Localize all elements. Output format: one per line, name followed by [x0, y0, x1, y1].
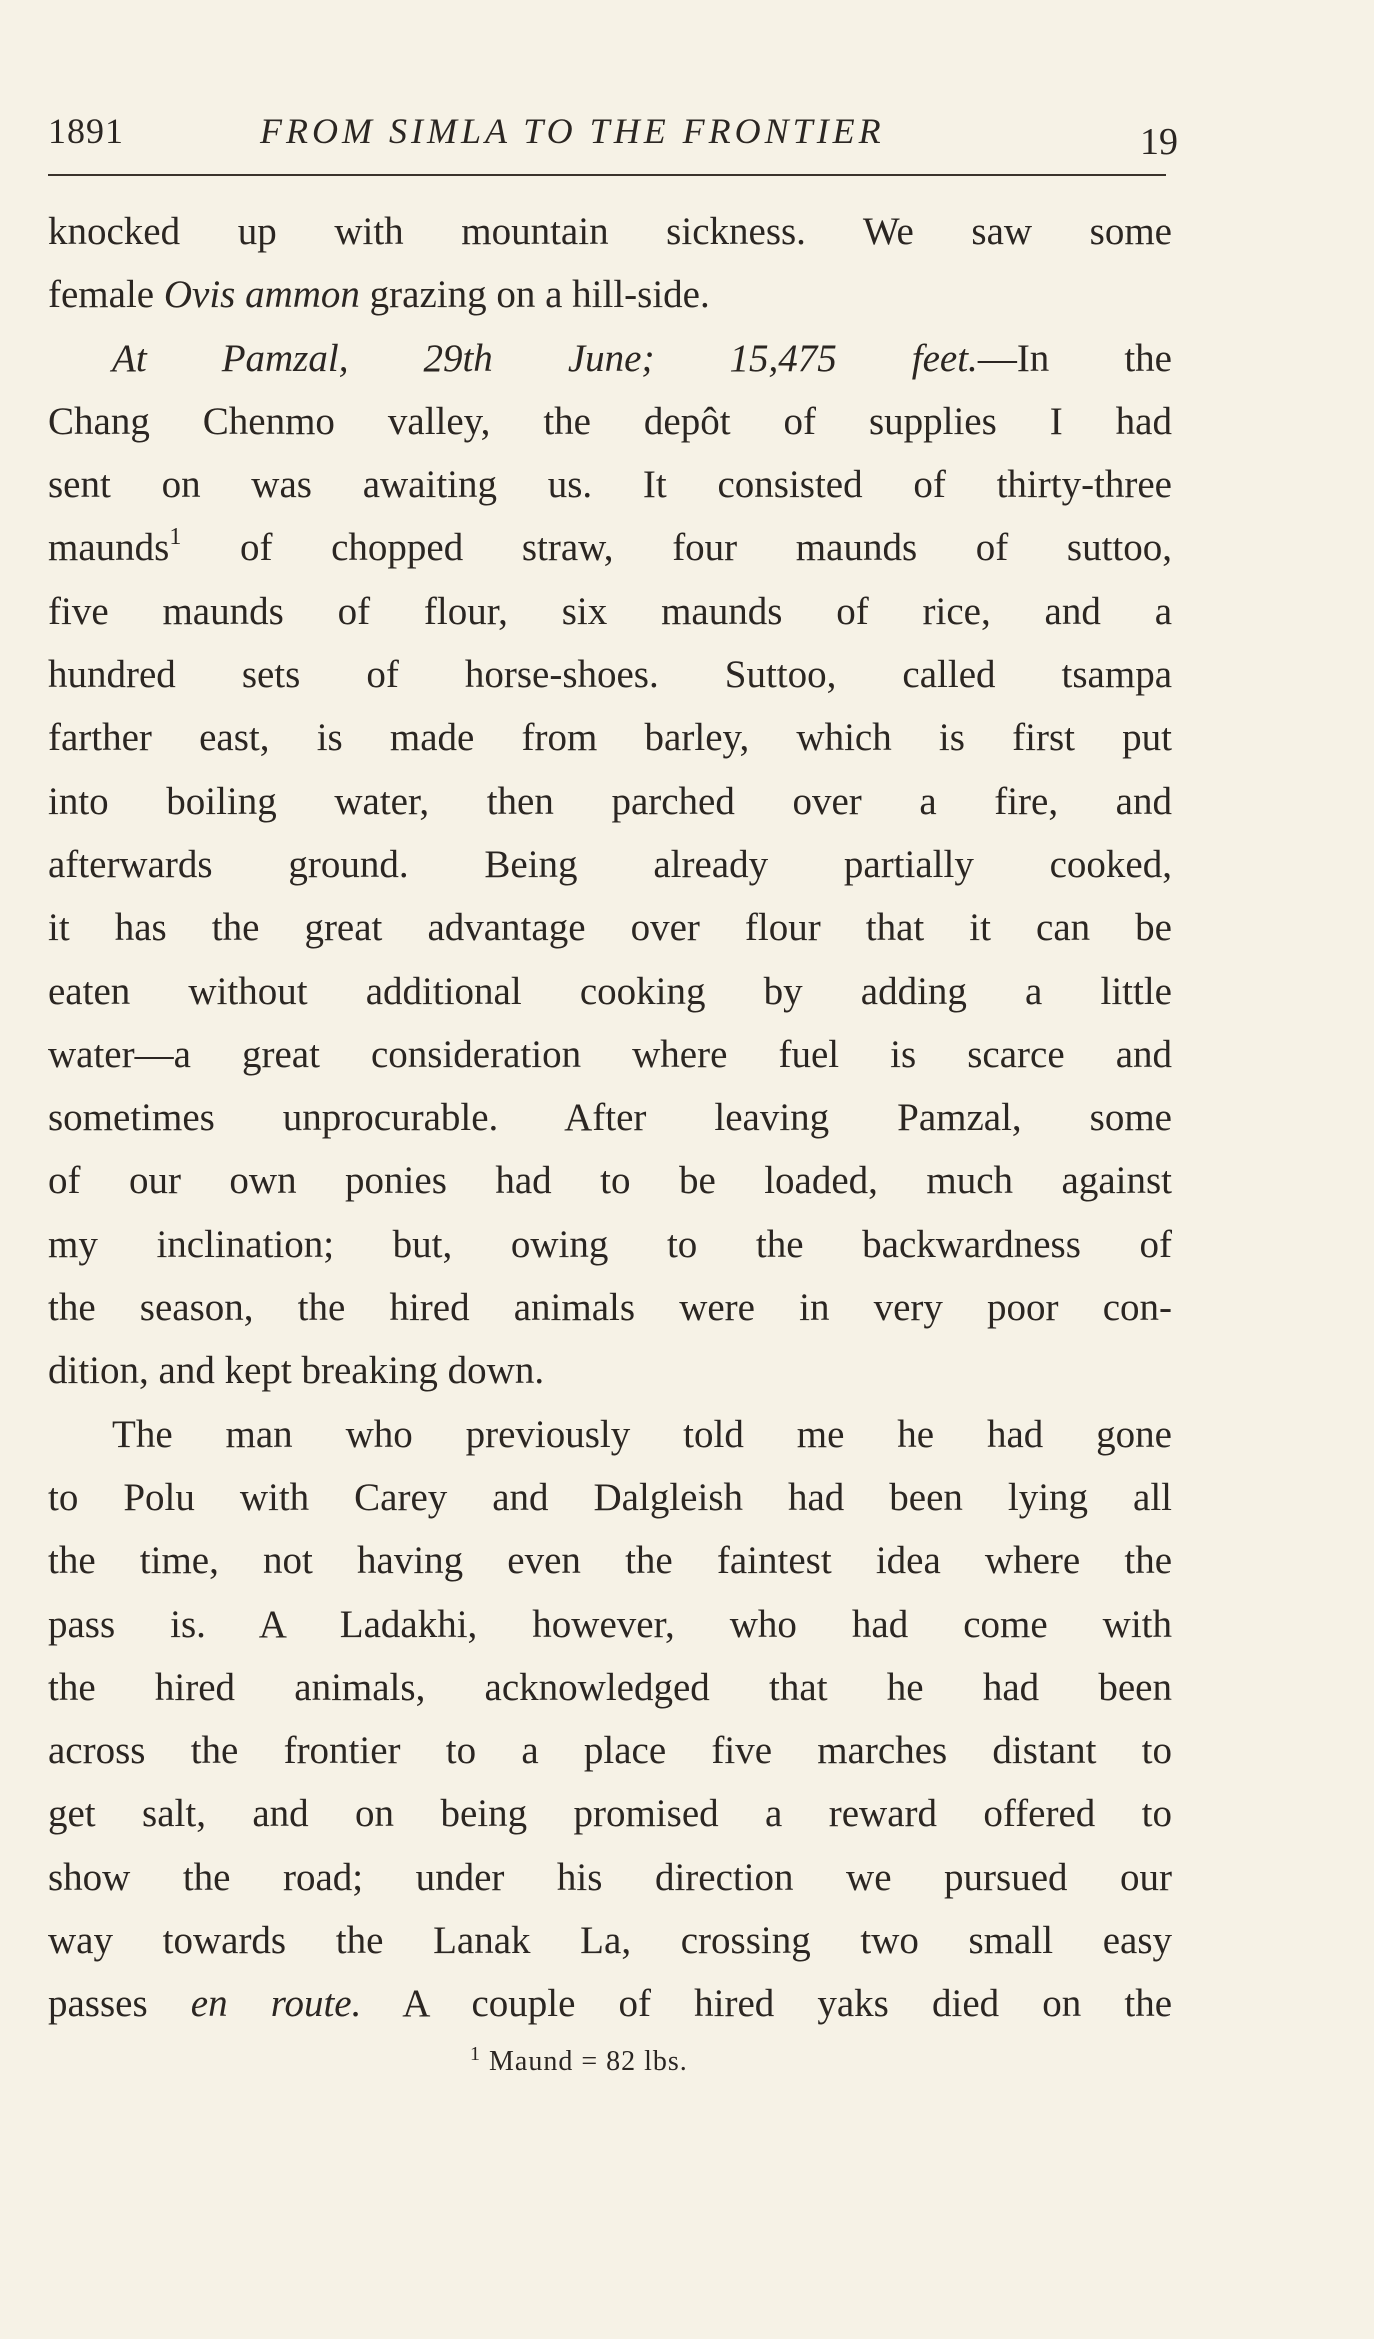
body-text	[48, 200, 1172, 2036]
text-span: of chopped straw, four maunds of suttoo,	[181, 526, 1172, 570]
text-line: dition, and kept breaking down.	[48, 1349, 545, 1393]
text-line: the time, not having even the faintest idea where the	[48, 1539, 1172, 1583]
text-span: passes	[48, 1982, 191, 2026]
header-rule	[48, 174, 1166, 176]
text-line: it has the great advantage over flour that it can be	[48, 906, 1172, 950]
text-line: across the frontier to a place five marches distant to	[48, 1729, 1172, 1773]
footnote-marker: 1	[470, 2043, 481, 2065]
text-line: into boiling water, then parched over a fire, and	[48, 779, 1172, 823]
text-span: grazing on a hill-side.	[359, 273, 710, 317]
text-line: Chang Chenmo valley, the depôt of supplies I had	[48, 399, 1172, 443]
text-line: pass is. A Ladakhi, however, who had come with	[48, 1602, 1172, 1646]
text-line: get salt, and on being promised a reward offered to	[48, 1792, 1172, 1836]
text-line: water—a great consideration where fuel is scarce and	[48, 1032, 1172, 1076]
text-span: female	[48, 273, 164, 317]
header-title: FROM SIMLA TO THE FRONTIER	[260, 111, 885, 151]
text-span: —In the	[977, 336, 1172, 380]
text-line: afterwards ground. Being already partially cooked,	[48, 842, 1172, 886]
text-line: show the road; under his direction we pursued our	[48, 1855, 1172, 1899]
text-line: sent on was awaiting us. It consisted of thirty-three	[48, 463, 1172, 507]
text-line: way towards the Lanak La, crossing two small easy	[48, 1919, 1172, 1963]
footnote-text: Maund = 82 lbs.	[481, 2046, 688, 2077]
text-line: of our own ponies had to be loaded, much against	[48, 1159, 1172, 1203]
text-line	[48, 263, 1172, 326]
text-line	[48, 327, 1172, 390]
italic-phrase: en route.	[190, 1982, 362, 2026]
text-line: The man who previously told me he had gone	[112, 1412, 1172, 1456]
text-line: hundred sets of horse-shoes. Suttoo, called tsampa	[48, 653, 1172, 697]
text-line: eaten without additional cooking by adding a little	[48, 969, 1172, 1013]
text-line	[48, 516, 1172, 579]
italic-entry-heading: At Pamzal, 29th June; 15,475 feet.	[112, 336, 978, 380]
footnote	[470, 2043, 688, 2078]
text-span: maunds	[48, 526, 170, 570]
text-line: to Polu with Carey and Dalgleish had been lying all	[48, 1475, 1172, 1519]
page-number: 19	[1140, 121, 1178, 163]
text-line: five maunds of flour, six maunds of rice, and a	[48, 589, 1172, 633]
text-line: sometimes unprocurable. After leaving Pamzal, some	[48, 1096, 1172, 1140]
text-line: farther east, is made from barley, which is first put	[48, 716, 1172, 760]
header-year: 1891	[48, 111, 124, 151]
text-line	[48, 1972, 1172, 2035]
text-line: my inclination; but, owing to the backwardness of	[48, 1222, 1172, 1266]
text-line: knocked up with mountain sickness. We saw some	[48, 210, 1172, 253]
italic-species-name: Ovis ammon	[163, 273, 360, 317]
text-line: the hired animals, acknowledged that he had been	[48, 1665, 1172, 1709]
running-header	[48, 98, 1178, 168]
footnote-marker: 1	[169, 524, 182, 551]
text-line: the season, the hired animals were in very poor con-	[48, 1286, 1172, 1330]
text-span: A couple of hired yaks died on the	[361, 1982, 1173, 2026]
